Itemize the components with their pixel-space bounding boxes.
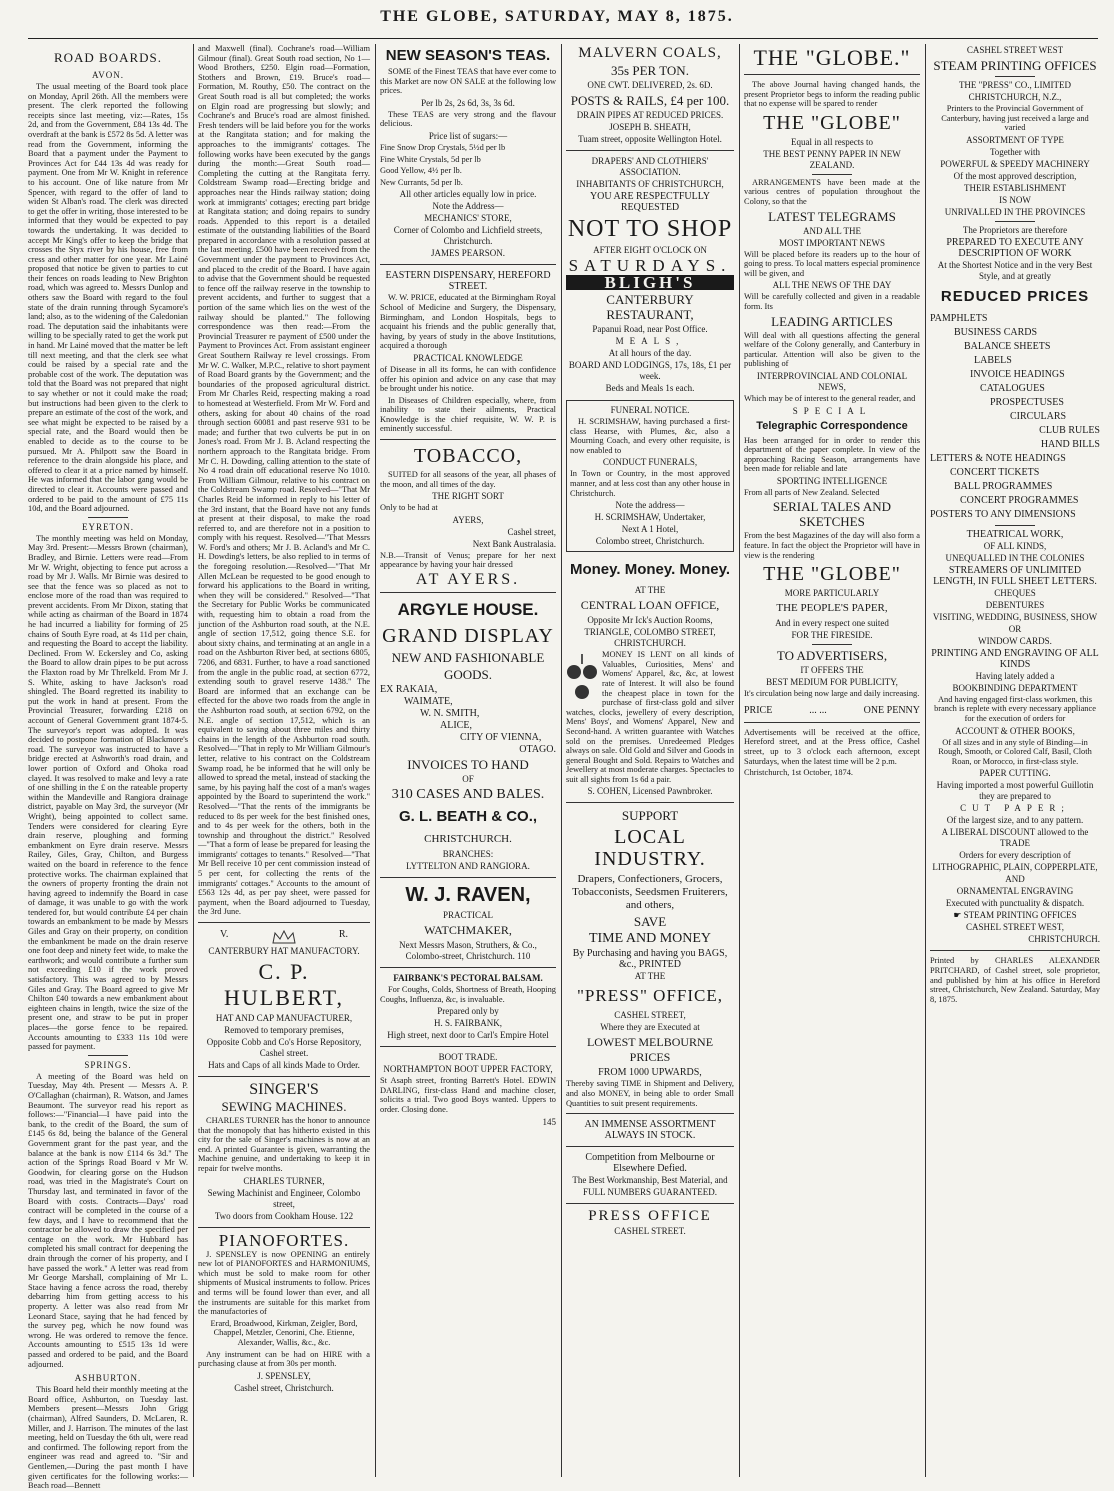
unrivalled: UNRIVALLED IN THE PROVINCES [944, 206, 1086, 217]
dispensary-text: In Diseases of Children especially, where, from inability to state their ailments, Practical Knowledge is the chief requisite, W. W. P. is eminently successful. [380, 395, 556, 434]
ad-number: 110 [517, 951, 531, 962]
guillotin: Having imported a most powerful Guillotin they are prepared to [936, 780, 1094, 802]
cut-paper: CUT PAPER; [960, 803, 1070, 814]
divider [995, 525, 1035, 526]
loan-text: MONEY IS LENT on all kinds of Valuables, Curiosities, Mens' and Womens' Apparel, &c, &c, at lowest rate of Interest. It will also be found the cheapest place in town for the purchase of first-class gold and silver watches, clocks, jewellery of every description, Mens' Boys', and Womens' Apparel, New and Second-hand. A written guarantee with Watches sold on the premises. Unredeemed Pledges always on sale. Old Gold and Silver and Goods in general Bought and Sold. Repairs to Watches and Jewellery at most moderate charges. Spectacles to suit all sights from 1s 6d a pair. [566, 650, 734, 784]
argyle-goods: GOODS. [443, 667, 493, 683]
tobacco-address: Cashel street, [507, 526, 556, 537]
vr-crest [198, 929, 370, 945]
print-item: INVOICE HEADINGS [970, 368, 1065, 380]
article-springs: A meeting of the Board was held on Tuesday, May 4th. Present — Messrs A. P. O'Callaghan (chairman), R. Watson, and James Beaumont. The surveyor read his report as follows:—"Financial—I have paid into the bank, to the credit of the Board, the sum of £145 6s 8d, being the balance of the General Government grant for the past year, and the balance at the bank is now £114 6s 3d." The action of the Springs Road Board v Mr W. Goodwin, for clearing gorse on the Hudson road, was tried in the Magistrate's Court on Thursday last, and terminated in favor of the Board with costs. Contracts—Days' road contract will be completed in the course of a few days, and I have to recommend that the contractor be allowed to draw the specified per centage on the work. Mr Hubbard has completed his small contract for deepening the drain through the corner of his property, and I have passed the work." A letter was read from Mr George Marshall, complaining of Mr L. Stace having a fence across the road, thereby debarring him from getting access to his property. A letter was also read from Mr Leonard Stace, saying that he had fenced by the survey peg, which he now found was wrong. He was ordered to remove the fence. Accounts amounting to £515 13s 1d were passed and ordered to be paid, and the Board adjourned. [28, 1071, 188, 1369]
suited: And in every respect one suited [775, 618, 889, 629]
globe-title-3: THE "GLOBE" [763, 563, 901, 586]
debentures: DEBENTURES [985, 599, 1045, 610]
column-rule [561, 44, 562, 1477]
print-item: CATALOGUES [980, 382, 1045, 394]
beath-city: CHRISTCHURCH. [424, 833, 512, 846]
ship-name: W. N. SMITH, [420, 708, 480, 720]
subhead-ashburton: ASHBURTON. [74, 1373, 142, 1384]
column-press-co [930, 44, 1100, 1477]
divider [744, 74, 920, 75]
raven-practical: PRACTICAL [442, 910, 493, 921]
vr-left: V. [220, 929, 229, 941]
save: SAVE [633, 914, 667, 930]
magazines-text: From the best Magazines of the day will also form a feature. In fact the object the Proprietor will have in view is the rendering [744, 531, 920, 560]
immense-assortment: AN IMMENSE ASSORTMENT ALWAYS IN STOCK. [584, 1119, 716, 1142]
raven-address-text: Next Messrs Mason, Struthers, & Co., Colombo-street, Christchurch. [399, 940, 537, 962]
tobacco-ayers: AYERS, [452, 514, 484, 525]
paper-cutting: PAPER CUTTING. [979, 768, 1051, 779]
all-kinds: OF ALL KINDS, [983, 540, 1047, 551]
important-news: MOST IMPORTANT NEWS [779, 237, 885, 248]
teas-title: NEW SEASON'S TEAS. [385, 47, 551, 64]
print-item: BALL PROGRAMMES [954, 480, 1053, 492]
hulbert-line: Opposite Cobb and Co's Horse Repository, Cashel street. [206, 1037, 362, 1059]
peoples-paper: THE PEOPLE'S PAPER, [776, 602, 888, 615]
tobacco-address: Next Bank Australasia. [472, 538, 556, 549]
sugar-item: Fine Snow Drop Crystals, 5½d per lb [380, 142, 506, 152]
print-item: POSTERS TO ANY DIMENSIONS [930, 508, 1076, 520]
cases: 310 CASES AND BALES. [391, 787, 545, 803]
offers: IT OFFERS THE [800, 665, 864, 676]
divider [88, 517, 128, 518]
sugars-heading: Price list of sugars:— [428, 130, 508, 141]
malvern-cwt: ONE CWT. DELIVERED, 2s. 6D. [587, 80, 713, 90]
purchasing: By Purchasing and having you BAGS, &c., PRINTED [572, 948, 728, 971]
raven-name: W. J. RAVEN, [405, 884, 531, 907]
piano-address: Cashel street, Christchurch. [234, 1382, 334, 1393]
ad-number: 145 [542, 1116, 556, 1127]
discount: A LIBERAL DISCOUNT allowed to the TRADE [941, 827, 1089, 849]
cashel-street: CASHEL STREET, [614, 1010, 686, 1021]
funeral-signature: H. SCRIMSHAW, Undertaker, [594, 512, 706, 523]
divider [995, 221, 1035, 222]
ad-number: 122 [339, 1210, 354, 1221]
print-item: CLUB RULES [1039, 424, 1100, 436]
divider [995, 76, 1035, 77]
best-penny: THE BEST PENNY PAPER IN NEW ZEALAND. [763, 148, 901, 170]
divider [380, 877, 556, 878]
column-three [380, 44, 556, 1477]
tobacco-text: SUITED for all seasons of the year, all phases of the moon, and all times of the day. [380, 470, 556, 489]
dispensary-title: EASTERN DISPENSARY, HEREFORD STREET. [385, 270, 551, 293]
time-and-money: TIME AND MONEY [588, 931, 712, 947]
local-industry: LOCAL INDUSTRY. [594, 826, 706, 871]
divider [812, 174, 852, 175]
divider [380, 1046, 556, 1047]
divider [380, 592, 556, 593]
hulbert-trade: HAT AND CAP MANUFACTURER, [215, 1013, 353, 1024]
print-items-list [930, 312, 1100, 522]
collected-text: Will be carefully collected and given in a readable form. Its [744, 292, 920, 311]
sugar-item: New Currants, 5d per lb. [380, 177, 463, 187]
to-advertisers: TO ADVERTISERS, [776, 648, 888, 664]
assortment: ASSORTMENT OF TYPE [966, 134, 1064, 145]
subhead-avon: AVON. [91, 70, 125, 80]
press-office: "PRESS" OFFICE, [576, 986, 724, 1006]
teas-store: MECHANICS' STORE, [424, 213, 512, 224]
singer-address: Two doors from Cookham House. [214, 1210, 338, 1221]
telegraphic: Telegraphic Correspondence [756, 419, 908, 432]
singer-signature: CHARLES TURNER, [243, 1175, 325, 1186]
bligh-banner: BLIGH'S [566, 275, 734, 290]
branch-list: LYTTELTON AND RANGIORA. [406, 861, 530, 872]
ornamental: ORNAMENTAL ENGRAVING [956, 886, 1074, 897]
print-item: PAMPHLETS [930, 312, 988, 324]
price-line [744, 705, 920, 716]
shortest: At the Shortest Notice and in the very Best Style, and at greatly [937, 259, 1093, 281]
requested: YOU ARE RESPECTFULLY REQUESTED [589, 191, 711, 213]
christchurch-nz: CHRISTCHURCH, N.Z., [968, 92, 1062, 102]
teas-text: These TEAS are very strong and the flavour delicious. [380, 109, 556, 129]
section-title: ROAD BOARDS. [53, 50, 163, 65]
singer-subtitle: SEWING MACHINES. [221, 1099, 347, 1115]
fairbank-name: H. S. FAIRBANK, [433, 1018, 503, 1029]
all-hours: At all hours of the day. [608, 348, 692, 358]
print-item: CONCERT TICKETS [950, 466, 1040, 478]
largest: Of the largest size, and to any pattern. [946, 815, 1084, 826]
dispensary-text: W. W. PRICE, educated at the Birmingham Royal School of Medicine and Surgery, the Dispensary, Birmingham, and London Hospitals, begs to acquaint his friends and the public generally that, having, by years of study in the above Institutions, acquired a thorough [380, 293, 556, 351]
funeral-address: Colombo street, Christchurch. [595, 536, 705, 547]
of: OF [462, 774, 474, 785]
divider [566, 1203, 734, 1204]
money-at: AT THE [634, 585, 666, 596]
divider [744, 722, 920, 723]
ship-name: EX RAKAIA, [380, 684, 438, 696]
competition: Competition from Melbourne or Elsewhere Defied. [585, 1152, 715, 1175]
pawnbroker-balls-icon [566, 652, 598, 706]
unequalled: UNEQUALLED IN THE COLONIES [945, 552, 1085, 563]
together: Together with [989, 146, 1041, 157]
teas-all: All other articles equally low in price. [399, 189, 537, 200]
funeral-notice-box [566, 400, 734, 552]
support: SUPPORT [621, 808, 679, 824]
singer-signature: Sewing Machinist and Engineer, Colombo street, [207, 1187, 361, 1209]
print-item: BUSINESS CARDS [954, 326, 1038, 338]
divider [380, 439, 556, 440]
allparts-text: From all parts of New Zealand. Selected [744, 487, 880, 497]
fairbank-prep: Prepared only by [437, 1006, 499, 1017]
globe-title-2: THE "GLOBE" [763, 111, 901, 134]
posts-rails: POSTS & RAILS, £4 per 100. [570, 93, 730, 108]
streamers: STREAMERS OF UNLIMITED LENGTH, IN FULL SHEET LETTERS. [933, 564, 1097, 587]
equal: Equal in all respects to [791, 136, 873, 147]
malvern-price: 35s PER TON. [611, 63, 689, 78]
window-cards: WINDOW CARDS. [978, 635, 1052, 646]
article-avon: The usual meeting of the Board took place on Monday, April 26th. All the members were present. The clerk reported the following receipts since last meeting, viz:—Rates, 15s 2d, and from the Government, £84 13s 4d. The overdraft at the bank is £572 8s 5d. A letter was read from the Government, informing the Board that a payment under the Payment to Provinces Act for £44 13s 4d was ready for payment. One from Mr W. Knight in reference to his account. One of like nature from Mr Spencer, with regard to the offer of land to widen St Alban's road. The clerk was directed to get the offer in writing, those interested to be informed that they would be expected to pay towards the undertaking. It was decided to accept Mr King's offer to keep the bridge that crosses the Styx river by his house, free from cress and other matter for one year. Mr Lainé proposed that notice be given to parties to cut their fences on roads leading to New Brighton road, which was agreed to. Messrs Dunlop and others saw the Board with regard to the foul state of the drain running through Sycamore's land; also, as to the widening of the Caledonian road. The deputation said the inhabitants were willing to be specially rated to get the work put in hand. Mr Lainé moved that the matter be left till next meeting, and that the clerk see what could be raised by a special rate and the probable cost of the work. The deputation was told that the Board was not prepared that night to say whether or not it could make the road; but instructions had been given to the clerk to prepare an estimate of the cost of the work, and see what might be expected to be raised by a special rate, and the Board would then be enabled to decide as to the course to be pursued. Mr A. Philpott saw the Board in reference to the drain alongside his place, and offered to clear it at a price named by himself. He was informed that the labor gang would be directed to clear it. Accounts were passed and ordered to be paid to the amount of £75 11s 10d, and the Board adjourned. [28, 82, 188, 514]
thereby-text: Thereby saving TIME in Shipment and Delivery, and also MONEY, in being able to order Small Quantities to suit present requirements. [566, 1079, 734, 1108]
circulation: It's circulation being now large and daily increasing. [744, 689, 920, 699]
visiting-cards: VISITING, WEDDING, BUSINESS, SHOW [932, 611, 1098, 622]
interprovincial: INTERPROVINCIAL AND COLONIAL NEWS, [756, 370, 908, 392]
argyle-grand: GRAND DISPLAY [382, 625, 554, 648]
inhabitants: INHABITANTS OF CHRISTCHURCH, [576, 179, 724, 189]
divider [566, 1146, 734, 1147]
invoices: INVOICES TO HAND [407, 757, 529, 773]
vr-right: R. [338, 929, 348, 941]
column-rule [739, 44, 740, 1477]
article-eyreton: The monthly meeting was held on Monday, May 3rd. Present:—Messrs Brown (chairman), Bradley, and Birnie. Letters were read—From Mr W. Wright, objecting to fence put across a road by Mr J. Walls. Mr Birnie was desired to see that the fence was so placed as not to enclose more of the road than was required to prevent accidents. From Mr Dixon, stating that while acting as chairman of the Board in 1874 he had incurred a liability for forming of 25 chains of South Eyre road, at 4s 11d per chain, and requesting the Board to accept the liability. Declined. From W. Eckersley and Co, asking the Board to allow drain pipes to be put across the Flaxton road by Mr Threlkeld. From Mr J. S. White, asking to have Jackson's road shingled. The Board regretted its inability to put the work in hand at present. From the Provincial Treasurer, forwarding £218 on account of General Government grant 1874-5. The surveyor's report was adopted. It was decided to postpone formation of Blackmore's road. The surveyor was instructed to have a bridge erected at Ashworth's road drain, and lower portion of Oxford and Ohoka road clayed. It was resolved to make and levy a rate of one shilling in the £ on the rateable property within the Mandeville and Rangiora drainage district, payable on May 3rd, the surveyor (Mr Wright), being appointed to collect same. Tenders were considered for clearing Eyre drain reserve, ploughing and forming embankment on Eyre drain reserve. Messrs Railey, Giles, Gray, Chilton, and Burgess waited on the board in reference to the fence protective works. The chairman explained that the owners of property fronting the drain not having agreed to indemnify the Board in case of damage, it was unable to go with the work tendered for, but would contribute £4 per chain towards an embankment to be made by Messrs Giles and Gray on their property, on condition the embankment be made on the drain reserve one foot deep and ninety feet wide, to make the earthwork; and would contribute a further sum not exceeding £10 if the work proved satisfactory. This was agreed to by Messrs Giles and Gray. The Board agreed to give Mr Chilton £40 towards a new embankment about eighteen chains in length, twice the size of the present one, and straw to be put in proper places—the gorse fence to be repaired. Accounts amounting to £333 11s 10d were passed for payment. [28, 533, 188, 1052]
meals: MEALS, [615, 336, 685, 346]
price-dots: ... ... [809, 704, 827, 716]
hulbert-line: Hats and Caps of all kinds Made to Order. [208, 1060, 360, 1071]
raven-address [380, 940, 556, 962]
papanui-road: Papanui Road, near Post Office. [592, 324, 708, 334]
teas-text: SOME of the Finest TEAS that have ever come to this Market are now ON SALE at the following low prices. [380, 67, 557, 96]
lately: Having lately added a [975, 670, 1055, 681]
arrangements: ARRANGEMENTS have been made at the various centres of population throughout the Colony, so that the [744, 177, 920, 206]
deal-text: Will deal with all questions affecting the general welfare of the Colony generally, and Canterbury in particular. Attention will also be given to the publishing of [744, 330, 920, 369]
tobacco-title: TOBACCO, [413, 445, 523, 468]
loan-opposite: Opposite Mr Ick's Auction Rooms, [587, 615, 713, 626]
print-item: HAND BILLS [1040, 438, 1100, 450]
beds-meals: Beds and Meals 1s each. [605, 383, 695, 393]
price-label: PRICE [744, 704, 773, 716]
loan-signature: S. COHEN, Licensed Pawnbroker. [587, 786, 713, 797]
column-rule [193, 44, 194, 1477]
steam-printing-2 [930, 910, 1100, 921]
fairbank-title: FAIRBANK'S PECTORAL BALSAM. [393, 973, 543, 984]
sheath-address: Tuam street, opposite Wellington Hotel. [578, 134, 722, 144]
steam-printing: STEAM PRINTING OFFICES [933, 58, 1097, 73]
orders: Orders for every description of [959, 850, 1071, 861]
hulbert-line: Removed to temporary premises, [224, 1025, 344, 1036]
crown-icon [271, 929, 297, 945]
piano-signature: J. SPENSLEY, [257, 1370, 311, 1381]
divider [198, 922, 370, 923]
executed-at: Where they are Executed at [600, 1022, 700, 1033]
price-value: ONE PENNY [863, 704, 920, 716]
singer-title: SINGER'S [249, 1081, 319, 1099]
divider [88, 1055, 128, 1056]
prepared: PREPARED TO EXECUTE ANY DESCRIPTION OF WORK [946, 236, 1084, 259]
print-item: CONCERT PROGRAMMES [960, 494, 1079, 506]
all-news: ALL THE NEWS OF THE DAY [772, 280, 892, 291]
tobacco-sort: THE RIGHT SORT [432, 491, 504, 502]
divider [380, 264, 556, 265]
drapers-assoc: DRAPERS' AND CLOTHIERS' ASSOCIATION. [591, 156, 709, 177]
piano-makers: Erard, Broadwood, Kirkman, Zeigler, Bord, Chappel, Metzler, Cenorini, Che. Etienne, Alexander, Wallis, &c., &c. [210, 1318, 358, 1347]
and-all: AND ALL THE [803, 225, 861, 236]
funeral-note: Note the address— [615, 500, 685, 511]
fairbank-address: High street, next door to Carl's Empire Hotel [387, 1030, 549, 1041]
print-item: LABELS [974, 354, 1012, 366]
theatrical: THEATRICAL WORK, [966, 528, 1064, 540]
article-ashburton-cont: and Maxwell (final). Cochrane's road—William Gilmour (final). Great South road section, No 1—Wood Brothers, £250. Elgin road—Formation, Stothers and Brown, £19. Bruce's road—Formation, M. Routhy, £50. The contract on the Great South road is all but completed; the works on Elgin road are progressing but slowly; and Cochrane's and Bruce's road are almost finished. Fresh tenders will be laid before you for the works at the Rangitata station; and for making the approaches to the immigrants' cottages. The following works have been executed by the gangs during the month:—Great South road—Completing the cutting at the Rangitata ferry. Coldstream Swamp road—Erecting bridge and approaches near the Hinds railway station; doing work at immigrants' cottages; erecting part bridge at Rangitata station; and doing repairs to sundry roads. Appended to this report is a detailed estimate of the outstanding liabilities of the Board prepared in accordance with a resolution passed at the last meeting. £500 have been received from the Government under the payment to Provinces Act, and placed to the credit of the Board. I have again to advise that the Government should be requested to fence off the railway reserve in the township to prevent accidents, and further to suggest that a portion of the same which lies on the west of the railway should be planted." The following correspondence was then read:—From the Provincial Treasurer re payment of £500 under the Payment to Provinces Act. From assistant engineer Great Southern Railway re level crossings. From Mr W. C. Walker, M.P.C., relative to short payment of Road Board grants by the Government; and the boundaries of the proposed agricultural district. From Mr Charles Reid, respecting making a road to homestead at Westerfield. From Mr W. Ford and others, asking for about 40 chains of the road through section 60081 and past reserve 931 to be made; and further that two culverts be put in on Jones's road. From Mr J. B. Acland respecting the northern approach to the Rangitata bridge. From Mr C. H. Dowding, calling attention to the state of No 4 road drain off educational reserve No 1010. From William Gilmour, relative to his contract on the Coldstream Swamp road. Resolved—"That Mr Charles Reid be informed in reply to his letter of the 3rd instant, that the Board have not any funds at present at their disposal, to make the road referred to, and are therefore not in a position to comply with his request. Resolved—"That Messrs W. Ford's and others; Mr J. B. Acland's and Mr C. H. Dowding's letters, be also replied to in terms of the foregoing resolution.—Resolved—"That Mr Allen McLean be requested to be good enough to forward his applications to the Board in writing, when they will be considered." Resolved—"That the Secretary for Public Works be communicated with, requesting him to obtain a road from the junction of the Ashburton road south, at the N.E. angle of section 17,512, going thence S.E. for about sixty chains, and terminating at an angle in a road on the Ashburton River bed, at sections 6805, 7206, and 6831. Further, to have a road sanctioned from the angle in the public road, at section 6772, extending south to gravel reserve 1438." The Board are informed that an exchange can be effected for the above two roads from the angle in the Ashburton road south, at section 6792, on the N.E. angle of section 17,512, which is an equivalent to saving about three miles and thirty chains in the length of the Ashburton road south. Resolved—"That in reply to Mr William Gilmour's letter, relative to his contract on the Coldstream Swamp road, he be informed that he will only be allowed to spread the metal, instead of stacking the same, by his paying half the cost of a man's wages appointed by the Board to superintend the work." Resolved—"That the rents of the immigrants be reduced to 8s per week for the best finished ones, and to 4s per week for the others, both in the township and throughout the district." Resolved—"That a form of lease be prepared for leasing the immigrants' cottages to tenants." Resolved—"That Mr Bell receive 10 per cent commission instead of 5 per cent, for collecting the rents of the immigrants' cottages." Accounts to the amount of £563 12s 4d, as per pay sheet, were passed for payment, when the Board adjourned to Tuesday, the 3rd June. [198, 44, 370, 917]
divider [380, 967, 556, 968]
argyle-title: ARGYLE HOUSE. [397, 600, 539, 620]
singer-signature [198, 1211, 370, 1222]
press-header: CASHEL STREET WEST [966, 45, 1064, 55]
sugar-item: Fine White Crystals, 5d per lb [380, 154, 481, 164]
funeral-text: H. SCRIMSHAW, having purchased a first-class Hearse, with Plumes, &c, also a Mourning Coach, and every other requisite, is now enabled to [570, 417, 730, 455]
drapers-list: Drapers, Confectioners, Grocers, Tobacconists, Seedsmen Fruiterers, and others, [572, 873, 728, 912]
tobacco-at-ayers: AT AYERS. [415, 571, 521, 589]
boot-text: St Asaph street, fronting Barrett's Hotel. EDWIN DARLING, first-class Hand and machine closer, solicits a trial. Two good Boys wanted. Uppers to order. Closing done. [380, 1076, 556, 1114]
leading-articles: LEADING ARTICLES [771, 313, 893, 329]
lowest-prices: LOWEST MELBOURNE PRICES [586, 1035, 714, 1065]
printing-engraving: PRINTING AND ENGRAVING OF ALL KINDS [931, 647, 1099, 670]
full-numbers: FULL NUMBERS GUARANTEED. [583, 1187, 717, 1198]
drain-pipes: DRAIN PIPES AT REDUCED PRICES. [576, 110, 724, 120]
advertisements-text: Advertisements will be received at the office, Hereford street, and at the Press office, Cashel street, up to 3 o'clock each afternoon, except Saturdays, when the latest time will be 2 p.m. [744, 727, 920, 766]
most-approved: Of the most approved description, [953, 170, 1077, 181]
bookbinding: BOOKBINDING DEPARTMENT [952, 682, 1078, 693]
lithographic: LITHOGRAPHIC, PLAIN, COPPERPLATE, [932, 862, 1098, 873]
press-office-footer: PRESS OFFICE [588, 1208, 712, 1225]
dispensary-knowledge: PRACTICAL KNOWLEDGE [413, 352, 523, 363]
piano-hire: Any instrument can be had on HIRE with a purchasing clause at from 30s per month. [198, 1349, 370, 1369]
establishment: THEIR ESTABLISHMENT [963, 182, 1067, 193]
printers-text: Printers to the Provincial Government of Canterbury, having just received a large and varied [941, 104, 1089, 133]
sugar-item: Good Yellow, 4½ per lb. [380, 166, 462, 176]
teas-prices: Per lb 2s, 2s 6d, 3s, 3s 6d. [421, 97, 515, 108]
fairbank-text: For Coughs, Colds, Shortness of Breath, Hooping Coughs, Influenza, &c, is invaluable. [380, 985, 556, 1004]
column-two [198, 44, 370, 1477]
column-road-boards [28, 44, 188, 1491]
placed-text: Will be placed before its readers up to the hour of going to press. To local matters especial prominence will be given, and [744, 249, 920, 278]
cashel-street-footer: CASHEL STREET. [614, 1226, 686, 1237]
divider [812, 644, 852, 645]
powerful: POWERFUL & SPEEDY MACHINERY [940, 158, 1090, 169]
special: SPECIAL [792, 405, 872, 416]
funeral-title: FUNERAL NOTICE. [610, 405, 690, 415]
at-the: AT THE [634, 971, 666, 982]
dispensary-text: of Disease in all its forms, he can with confidence offer his opinion and advice on any case that may be brought under his notice. [380, 364, 556, 394]
or: OR [1008, 623, 1022, 634]
best-medium: BEST MEDIUM FOR PUBLICITY, [766, 677, 898, 688]
punctuality: Executed with punctuality & dispatch. [945, 898, 1085, 909]
funeral-conduct: CONDUCT FUNERALS, [602, 457, 698, 468]
argyle-new: NEW AND FASHIONABLE [391, 650, 545, 666]
singer-text: CHARLES TURNER has the honor to announce that the monopoly that has hitherto existed in this city for the sale of Singer's machines is now at an end. A printed Guarantee is given, warranting the Machine genuine, and undertaking to keep it in repair for twelve months. [198, 1116, 370, 1173]
and: AND [1005, 874, 1025, 885]
arranged-text: Has been arranged for in order to render this department of the paper complete. In view of the approaching Racing Season, arrangements have been made for reliable and late [744, 435, 920, 474]
serial-tales: SERIAL TALES AND SKETCHES [772, 499, 892, 530]
column-rule [925, 44, 926, 1477]
money-title: Money. Money. Money. [569, 561, 730, 579]
teas-signature: JAMES PEARSON. [430, 248, 506, 259]
interest-text: Which may be of interest to the general reader, and [744, 393, 916, 403]
tobacco-only: Only to be had at [380, 503, 438, 513]
from-1000: FROM 1000 UPWARDS, [598, 1067, 702, 1079]
print-item: BALANCE SHEETS [964, 340, 1051, 352]
press-co: THE "PRESS" CO., LIMITED [958, 80, 1072, 90]
globe-title: THE "GLOBE." [753, 45, 911, 70]
particularly: MORE PARTICULARLY [784, 588, 880, 599]
teas-corner: Corner of Colombo and Lichfield streets, Christchurch. [393, 225, 543, 247]
having-text: And having engaged first-class workmen, this branch is replete with every necessary appliance for the execution of orders for [934, 694, 1096, 723]
article-ashburton: This Board held their monthly meeting at the Board office, Ashburton, on Tuesday last. Members present—Messrs John Grigg (chairman), Alfred Saunders, D. McLaren, R. Miller, and J. Harrison. The minutes of the last meeting, held on Tuesday the 6th ult, were read and confirmed. The following report from the engineer was read and agreed to. "Sir and Gentlemen,—During the past month I have given certificates for the following works:—Beach road—Bennett [28, 1385, 188, 1491]
piano-title: PIANOFORTES. [218, 1230, 350, 1250]
print-item: LETTERS & NOTE HEADINGS [930, 452, 1066, 464]
ship-name: ALICE, [440, 720, 472, 732]
print-item: CIRCULARS [1010, 410, 1067, 422]
malvern-title: MALVERN COALS, [578, 45, 722, 61]
not-to-shop: NOT TO SHOP [567, 216, 733, 242]
sizes-text: Of all sizes and in any style of Binding—in Rough, Smooth, or Colored Calf, Basil, Cloth Roan, or Morocco, in first-class style. [938, 737, 1092, 766]
workmanship: The Best Workmanship, Best Material, and [572, 1175, 728, 1186]
hulbert-name: C. P. HULBERT, [224, 959, 344, 1011]
divider [566, 150, 734, 151]
funeral-next: Next A 1 Hotel, [621, 524, 679, 535]
after-eight: AFTER EIGHT O'CLOCK ON [593, 245, 707, 255]
board-lodging: BOARD AND LODGINGS, 17s, 18s, £1 per week. [568, 360, 732, 381]
divider [198, 1227, 370, 1228]
divider [930, 950, 1100, 951]
imprint: Printed by CHARLES ALEXANDER PRITCHARD, of Cashel street, sole proprietor, and published by him at his office in Hereford street, Christchurch, New Zealand. Saturday, May 8, 1875. [930, 956, 1100, 1004]
saturdays: SATURDAYS. [568, 256, 732, 275]
globe-text: The above Journal having changed hands, the present Proprietor begs to inform the reading public that no expense will be spared to render [744, 80, 920, 109]
column-globe [744, 44, 920, 1477]
divider [566, 1113, 734, 1114]
branches-heading: BRANCHES: [442, 849, 494, 860]
raven-watchmaker: WATCHMAKER, [424, 923, 512, 938]
sheath-name: JOSEPH B. SHEATH, [609, 122, 691, 132]
sporting: SPORTING INTELLIGENCE [776, 475, 888, 486]
fireside: FOR THE FIRESIDE. [791, 630, 873, 641]
subhead-springs: SPRINGS. [84, 1059, 132, 1070]
teas-note: Note the Address— [432, 201, 504, 212]
account-books: ACCOUNT & OTHER BOOKS, [955, 725, 1075, 736]
ship-name: OTAGO. [519, 744, 556, 756]
canterbury-restaurant: CANTERBURY RESTAURANT, [606, 292, 694, 322]
masthead-rule [28, 38, 1098, 39]
subhead-eyreton: EYRETON. [81, 521, 135, 532]
divider [198, 1076, 370, 1077]
column-four [566, 44, 734, 1477]
boot-heading: BOOT TRADE. [438, 1052, 498, 1063]
cheques: CHEQUES [994, 587, 1036, 598]
reduced-prices: REDUCED PRICES [940, 287, 1090, 305]
column-rule [375, 44, 376, 1477]
divider [566, 802, 734, 803]
is-now: IS NOW [999, 194, 1031, 205]
cashel-west: CASHEL STREET WEST, [966, 922, 1064, 933]
pointing-hand-icon: ☛ [953, 910, 962, 921]
ship-name: CITY OF VIENNA, [460, 732, 542, 744]
tobacco-nb: N.B.—Transit of Venus; prepare for her next appearance by having your hair dressed [380, 550, 556, 570]
funeral-text: In Town or Country, in the most approved manner, and at less cost than any other house in Christchurch. [570, 469, 730, 498]
loan-address: TRIANGLE, COLOMBO STREET, CHRISTCHURCH. [584, 627, 716, 649]
loan-office: CENTRAL LOAN OFFICE, [580, 598, 720, 613]
print-item: PROSPECTUSES [990, 396, 1064, 408]
piano-text: J. SPENSLEY is now OPENING an entirely new lot of PIANOFORTES and HARMONIUMS, which must be sold to make room for other shipments of Musical instruments to follow. Prices and terms will be found lower than ever, and all the instruments are suitable for this market from the manufactories of [198, 1249, 370, 1317]
dateline: Christchurch, 1st October, 1874. [744, 768, 853, 778]
hat-manufactory: CANTERBURY HAT MANUFACTORY. [208, 946, 360, 957]
beath-name: G. L. BEATH & CO., [398, 808, 538, 826]
therefore: The Proprietors are therefore [962, 224, 1068, 235]
steam-printing-2-text: STEAM PRINTING OFFICES [963, 910, 1077, 921]
masthead: THE GLOBE, SATURDAY, MAY 8, 1875. [380, 8, 734, 25]
christchurch: CHRISTCHURCH. [1028, 934, 1100, 945]
latest-telegrams: LATEST TELEGRAMS [768, 208, 896, 224]
boot-factory: NORTHAMPTON BOOT UPPER FACTORY, [383, 1064, 553, 1075]
ship-name: WAIMATE, [404, 696, 453, 708]
